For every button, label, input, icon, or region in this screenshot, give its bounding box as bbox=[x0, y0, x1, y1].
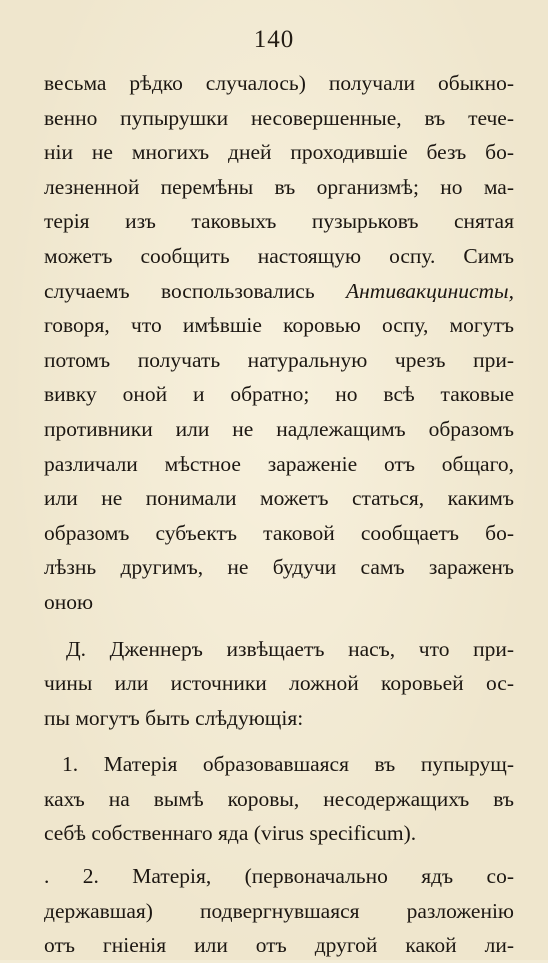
text-segment: случаемъ воспользовались bbox=[44, 278, 315, 303]
text-line: говоря, что имѣвшiе коровью оспу, могутъ bbox=[44, 313, 514, 338]
text-line: нiи не многихъ дней проходившiе безъ бо- bbox=[44, 140, 514, 165]
text-line: весьма рѣдко случалось) получали обыкно- bbox=[44, 71, 514, 95]
paragraph-2 bbox=[44, 632, 514, 736]
text-line: различали мѣстное зараженiе отъ общаго, bbox=[44, 451, 514, 476]
text-line: отъ гнiенiя или отъ другой какой ли- bbox=[44, 933, 514, 958]
text-line: лезненной перемѣны въ организмѣ; но ма- bbox=[44, 174, 514, 199]
page-number: 140 bbox=[253, 26, 295, 53]
text-line: Д. Дженнеръ извѣщаетъ насъ, что при- bbox=[66, 636, 514, 661]
text-line: державшая) подвергнувшаяся разложенiю bbox=[44, 898, 514, 923]
text-line: или не понимали можетъ статься, какимъ bbox=[44, 486, 514, 511]
text-line: вивку оной и обратно; но всѣ таковые bbox=[44, 382, 514, 407]
text-line: чины или источники ложной коровьей ос- bbox=[44, 671, 514, 696]
text-line: противники или не надлежащимъ образомъ bbox=[44, 416, 514, 441]
text-line bbox=[44, 274, 514, 309]
list-item-2 bbox=[44, 859, 514, 963]
text-line: венно пупырушки несовершенные, въ тече- bbox=[44, 105, 514, 130]
text-line: . 2. Матерiя, (первоначально ядъ со- bbox=[44, 864, 514, 889]
body-text bbox=[44, 66, 514, 963]
paragraph-gap bbox=[44, 620, 514, 632]
list-item-1 bbox=[44, 747, 514, 851]
text-line: пы могутъ быть слѣдующiя: bbox=[44, 705, 304, 730]
italic-term: Антивакцинисты, bbox=[346, 278, 514, 303]
paragraph-gap bbox=[44, 851, 514, 859]
text-line: образомъ субъектъ таковой сообщаетъ бо- bbox=[44, 520, 514, 545]
paragraph-gap bbox=[44, 735, 514, 747]
text-line: можетъ сообщить настоящую оспу. Симъ bbox=[44, 243, 514, 268]
text-line: лѣзнь другимъ, не будучи самъ зараженъ bbox=[44, 555, 514, 580]
text-line: потомъ получать натуральную чрезъ при- bbox=[44, 347, 514, 372]
text-line: оною bbox=[44, 589, 94, 614]
text-line: себѣ собственнаго яда (virus specificum). bbox=[44, 821, 417, 846]
text-line: 1. Матерiя образовавшаяся въ пупырущ- bbox=[62, 752, 514, 777]
paragraph-1 bbox=[44, 66, 514, 620]
text-line: терiя изъ таковыхъ пузырьковъ снятая bbox=[44, 209, 514, 234]
text-line: кахъ на вымѣ коровы, несодержащихъ въ bbox=[44, 786, 514, 811]
